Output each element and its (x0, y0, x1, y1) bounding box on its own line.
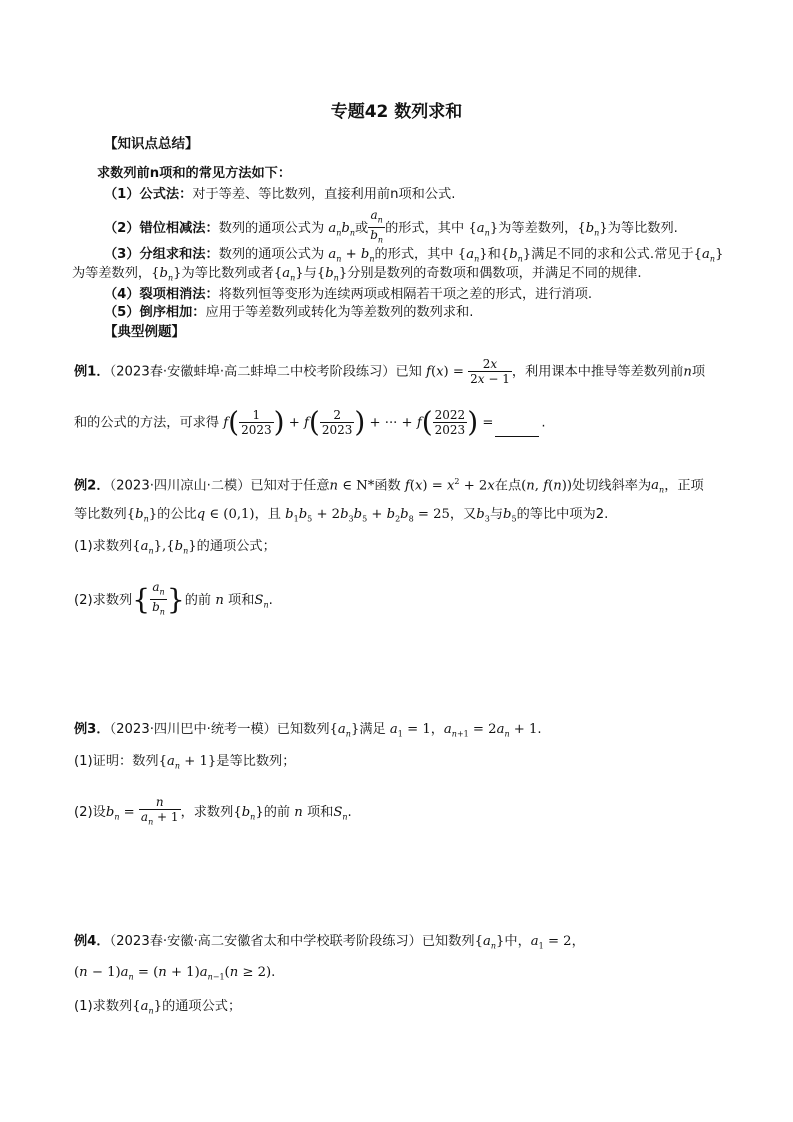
example-4-q1: (1)求数列$\{a_n\}$的通项公式； (74, 999, 242, 1016)
method-3: （3）分组求和法：数列的通项公式为 $a_n + b_n$的形式，其中 $\{a_n\}$和$\{b_n\}$满足不同的求和公式.常见于$\{a_n\}$ (104, 247, 724, 264)
example-3-q1: (1)证明：数列$\{a_n + 1\}$是等比数列； (74, 754, 296, 771)
method-3-cont: 为等差数列，$\{b_n\}$为等比数列或者$\{a_n\}$与$\{b_n\}$分别是数列的奇数项和偶数项，并满足不同的规律. (72, 266, 642, 283)
method-1: （1）公式法：对于等差、等比数列，直接利用前n项和公式. (104, 187, 456, 202)
method-2: （2）错位相减法：数列的通项公式为 $a_nb_n$或 $\frac{a_n}{b_n}$ 的形式，其中 $\{a_n\}$为等差数列，$\{b_n\}$为等比数列. (104, 208, 678, 245)
page-title: 专题42 数列求和 (330, 102, 463, 122)
knowledge-header: 【知识点总结】 (104, 136, 199, 152)
example-1-line2: 和的公式的方法，可求得 f( $\frac{1}{2023}$ ) + f( $\frac{2}{2023}$ ) + ··· + f( $\frac{2022}{2023}$ ) = . (74, 405, 546, 439)
method-4: （4）裂项相消法：将数列恒等变形为连续两项或相隔若干项之差的形式，进行消项. (104, 287, 593, 302)
examples-header: 【典型例题】 (104, 324, 185, 340)
answer-blank (495, 436, 539, 437)
example-2-q1: (1)求数列$\{a_n\},\{b_n\}$的通项公式； (74, 539, 276, 556)
example-4-line1: 例4．（2023春·安徽·高二安徽省太和中学校联考阶段练习）已知数列$\{a_n\}$中，$a_1 = 2$， (74, 934, 585, 951)
example-4-line2: $(n - 1)a_n = (n + 1)a_{n-1}(n \ge 2)$. (74, 965, 276, 982)
example-3-q2: (2)设$b_n$ = $\frac{n}{a_n + 1}$ ，求数列$\{b_n\}$的前 n 项和$S_n$. (74, 795, 352, 827)
example-2-q2: (2)求数列{ $\frac{a_n}{b_n}$ }的前 n 项和$S_n$. (74, 580, 273, 617)
method-5: （5）倒序相加：应用于等差数列或转化为等差数列的数列求和. (104, 305, 474, 320)
example-2-line1: 例2．（2023·四川凉山·二模）已知对于任意n ∈ N*函数 $f(x) = x^2 + 2x$在点(n, f(n))处切线斜率为$a_n$，正项 (74, 477, 704, 496)
methods-intro: 求数列前n项和的常见方法如下： (97, 166, 292, 181)
example-1-line1: 例1．（2023春·安徽蚌埠·高二蚌埠二中校考阶段练习）已知 f(x) = $\frac{2x}{2x - 1}$ ，利用课本中推导等差数列前n项 (74, 357, 705, 386)
example-2-line2: 等比数列$\{b_n\}$的公比q ∈ (0,1)，且 $b_1b_5 + 2b_3b_5 + b_2b_8 = 25$，又$b_3$与$b_5$的等比中项为2. (74, 507, 609, 524)
example-3-line1: 例3．（2023·四川巴中·统考一模）已知数列$\{a_n\}$满足 $a_1 = 1$，$a_{n+1} = 2a_n + 1$. (74, 722, 542, 739)
